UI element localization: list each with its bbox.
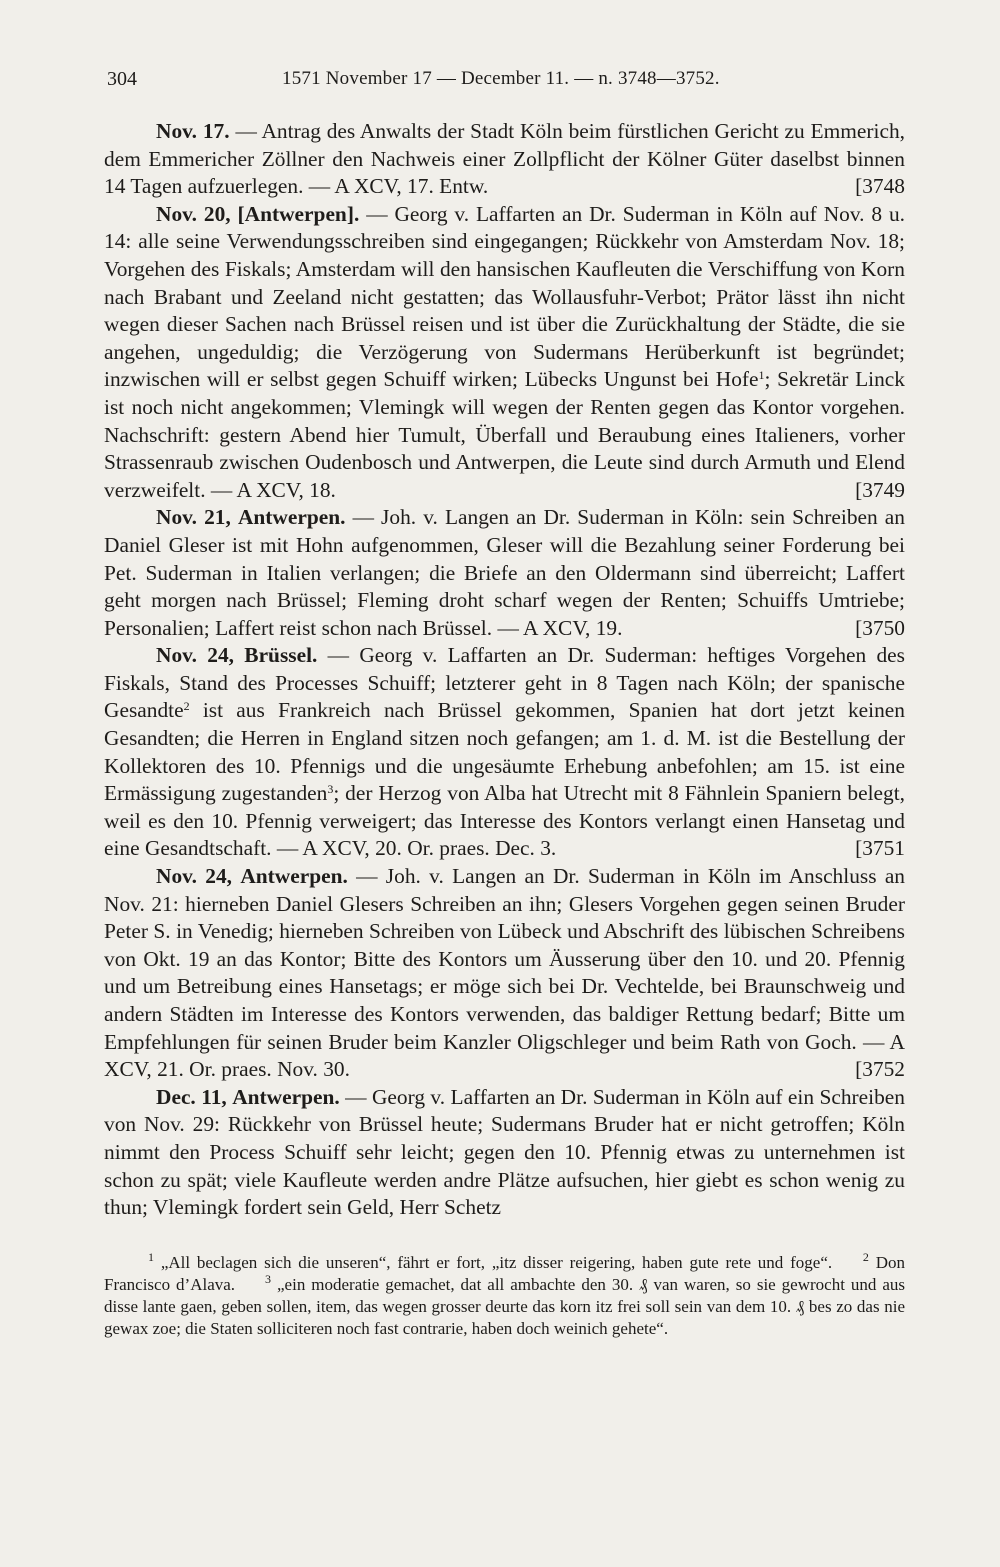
entry-3749: [104, 201, 905, 505]
entry-place: Antwerpen.: [232, 1084, 340, 1109]
footnote-ref: 1: [758, 368, 765, 383]
entry-text: — Joh. v. Langen an Dr. Suderman in Köln im Anschluss an Nov. 21: hierneben Daniel Glesers Schreiben an ihn; Glesers Vorgehen gegen seinen Bruder Peter S. in Venedig; hierneben Schreiben von Lübeck und Abschrift des lübischen Schreibens von Okt. 19 an das Kontor; Bitte des Kontors um Äusserung über den 10. und 20. Pfennig und um Betreibung eines Hansetags; er möge sich bei Dr. Vechtelde, bei Braunschweig und andern Städten im Interesse des Kontors verwenden, das baldiger Rettung bedarf; Bitte um Empfehlungen für seinen Bruder beim Kanzler Oligschleger und beim Rath von Goch. — A XCV, 21. Or. praes. Nov. 30.: [104, 864, 906, 1082]
footnote-mark: 1: [148, 1249, 154, 1264]
document-body: [104, 118, 905, 1222]
footnote-2: Don Francisco d’Alava.: [104, 1252, 906, 1294]
entry-date: Nov. 20,: [156, 201, 231, 226]
entry-place: Brüssel.: [244, 643, 318, 668]
footnote-ref: 3: [327, 782, 334, 797]
entry-date: Nov. 17.: [156, 119, 230, 143]
entry-number: [3749: [855, 477, 905, 502]
footnote-3: „ein moderatie gemachet, dat all ambachte den 30. ₰ van waren, so sie gewrocht und aus disse lante gaen, geben sollen, item, das wegen grosser deurte das korn itz frei soll sein van dem 10. ₰ bes zo das nie gewax zoe; die Staten solliciteren noch fast contrarie, haben doch weinich gehete“.: [104, 1274, 906, 1338]
page-number: 304: [107, 68, 137, 90]
footnote-ref: 2: [183, 699, 190, 714]
footnote-mark: 2: [862, 1249, 869, 1264]
entry-place: Antwerpen.: [237, 505, 346, 530]
entry-place: [Antwerpen].: [237, 201, 360, 226]
entry-text: — Joh. v. Langen an Dr. Suderman in Köln: sein Schreiben an Daniel Gleser ist mit Hohn aufgenommen, Gleser will die Bezahlung seiner Forderung bei Pet. Suderman in Italien verlangen; die Briefe an den Oldermann sind überreicht; Laffert geht morgen nach Brüssel; Fleming droht scharf wegen der Renten; Schuiffs Umtriebe; Personalien; Laffert reist schon nach Brüssel. — A XCV, 19.: [104, 505, 905, 640]
entry-number: [3751: [855, 836, 905, 861]
entry-number: [3752: [855, 1057, 905, 1082]
footnotes: [104, 1249, 906, 1340]
entry-text-cont: ist aus Frankreich nach Brüssel gekommen, Spanien hat dort jetzt keinen Gesandten; die Herren in England sitzen noch gefangen; am 1. d. M. ist die Bestellung der Kollektoren des 10. Pfennigs und die ungesäumte Erhebung anbefohlen; am 15. ist eine Ermässigung zugestanden: [104, 698, 905, 806]
entry-text-cont: ; der Herzog von Alba hat Utrecht mit 8 Fähnlein Spaniern belegt, weil es den 10. Pfennig verweigert; das Interesse des Kontors verlangt einen Hansetag und eine Gesandtschaft. — A XCV, 20. Or. praes. Dec. 3.: [104, 781, 906, 861]
entry-date: Nov. 24,: [156, 864, 233, 889]
entry-text: — Georg v. Laffarten an Dr. Suderman in Köln auf Nov. 8 u. 14: alle seine Verwendungsschreiben sind eingegangen; Rückkehr von Amsterdam Nov. 18; Vorgehen des Fiskals; Amsterdam will den hansischen Kaufleuten die Verschiffung von Korn nach Brabant und Zeeland nicht gestatten; das Wollausfuhr-Verbot; Prätor lässt ihn nicht wegen dieser Sachen nach Brüssel reisen und ist über die Zurückhaltung der Städte, die sie angehen, ungeduldig; die Verzögerung von Sudermans Herüberkunft ist begründet; inzwischen will er selbst gegen Schuiff wirken; Lübecks Ungunst bei Hofe: [104, 201, 905, 392]
entry-3750: [104, 504, 905, 642]
page-header: [104, 68, 905, 102]
entry-text: — Georg v. Laffarten an Dr. Suderman in Köln auf ein Schreiben von Nov. 29: Rückkehr von Brüssel heute; Sudermans Bruder hat er nicht getroffen; Köln nimmt den Process Schuiff sehr leicht; gegen den 10. Pfennig etwas zu unternehmen ist schon zu spät; viele Kaufleute werden andre Plätze aufsuchen, hier giebt es schon wenig zu thun; Vlemingk fordert sein Geld, Herr Schetz: [104, 1084, 905, 1220]
entry-date: Dec. 11,: [156, 1084, 227, 1109]
entry-dec-11: [104, 1084, 905, 1222]
footnote-block: [104, 1249, 906, 1340]
entry-text-cont: ; Sekretär Linck ist noch nicht angekommen; Vlemingk will wegen der Renten gegen das Kontor vorgehen. Nachschrift: gestern Abend hier Tumult, Überfall und Beraubung eines Italieners, vorher Strassenraub zwischen Oudenbosch und Antwerpen, die Leute sind durch Armuth und Elend verzweifelt. — A XCV, 18.: [104, 367, 905, 502]
footnote-mark: 3: [265, 1271, 272, 1286]
entry-date: Nov. 24,: [156, 643, 235, 668]
footnote-1: „All beclagen sich die unseren“, fährt er fort, „itz disser reigering, haben gute rete und foge“.: [160, 1252, 833, 1272]
entry-number: [3748: [855, 174, 905, 199]
running-title: 1571 November 17 — December 11. — n. 3748—3752.: [282, 68, 720, 89]
entry-3751: [104, 642, 905, 863]
entry-3752: [104, 863, 905, 1084]
entry-number: [3750: [855, 615, 905, 640]
entry-date: Nov. 21,: [156, 505, 231, 530]
entry-text: — Georg v. Laffarten an Dr. Suderman: heftiges Vorgehen des Fiskals, Stand des Processes Schuiff; letzterer geht in 8 Tagen nach Köln; der spanische Gesandte: [104, 643, 905, 723]
entry-text: — Antrag des Anwalts der Stadt Köln beim fürstlichen Gericht zu Emmerich, dem Emmericher Zöllner den Nachweis einer Zollpflicht der Kölner Güter daselbst binnen 14 Tagen aufzuerlegen. — A XCV, 17. Entw.: [104, 119, 905, 199]
entry-place: Antwerpen.: [240, 864, 348, 889]
entry-3748: [104, 118, 905, 201]
